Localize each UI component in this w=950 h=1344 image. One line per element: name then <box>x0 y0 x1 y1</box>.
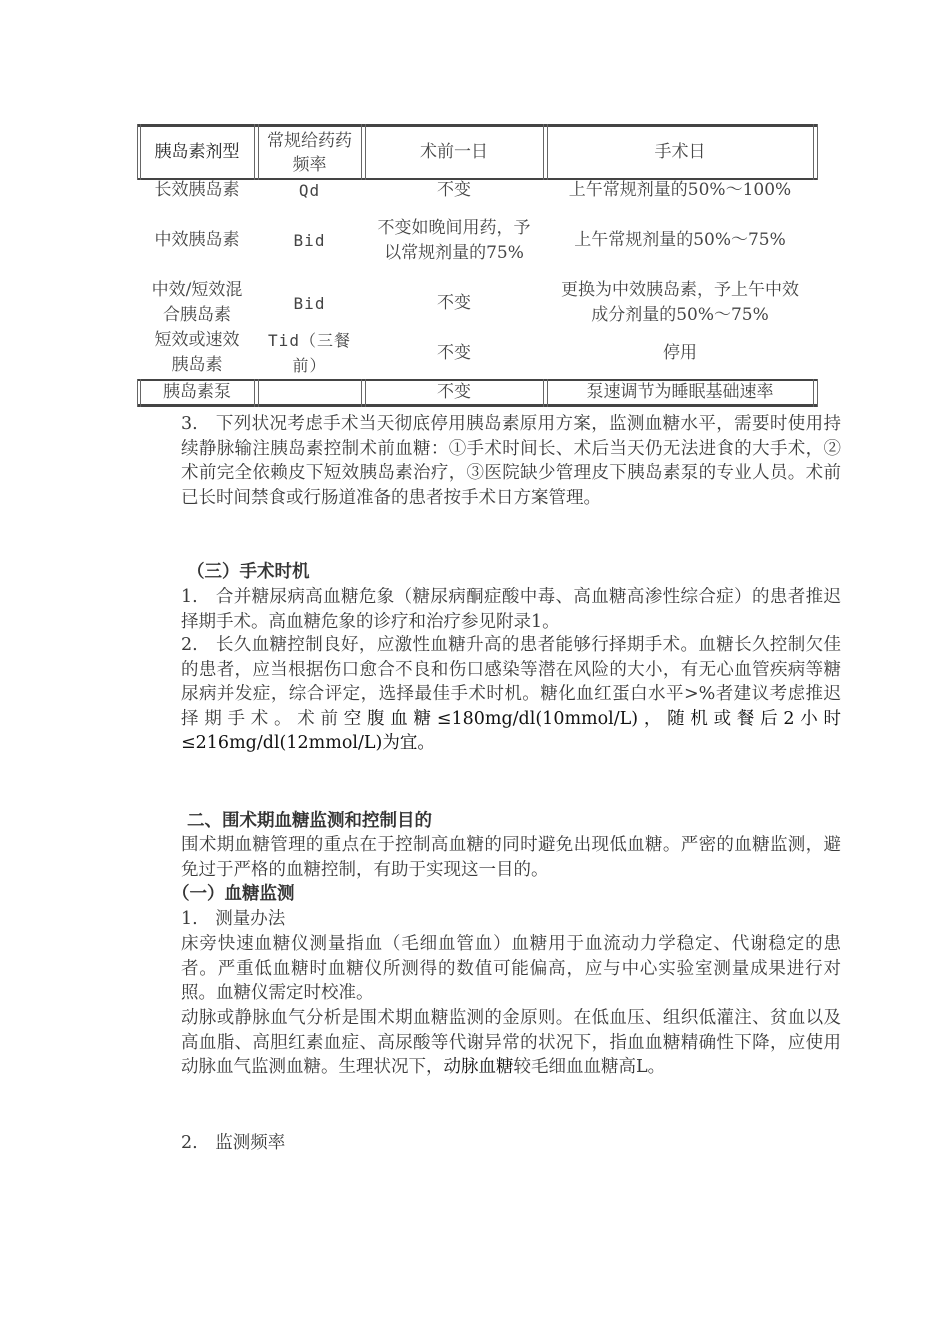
table-cell-preop: 不变 <box>437 342 471 363</box>
paragraph-bedside-meter: 床旁快速血糖仪测量指血（毛细血管血）血糖用于血流动力学稳定、代谢稳定的患者。严重低血糖时血糖仪所测得的数值可能偏高，应与中心实验室测量成果进行对照。血糖仪需定时校准。 <box>181 934 841 1003</box>
table-divider <box>361 124 362 180</box>
table-cell-surgery-day: 上午常规剂量的50%～100% <box>568 180 792 200</box>
table-divider <box>254 124 255 180</box>
header-preop-day: 术前一日 <box>420 142 488 162</box>
table-cell-preop: 不变 <box>437 180 471 200</box>
table-cell-surgery-day: 泵速调节为睡眠基础速率 <box>586 382 774 402</box>
table-divider <box>543 124 544 180</box>
table-divider <box>817 379 818 407</box>
table-divider <box>813 124 814 180</box>
heading-section-2: 二、围术期血糖监测和控制目的 <box>187 811 432 831</box>
table-cell-frequency: Tid（三餐前） <box>268 331 351 375</box>
table-divider <box>361 379 362 407</box>
table-cell-type: 胰岛素泵 <box>163 382 231 402</box>
insulin-adjustment-table <box>137 124 818 407</box>
header-insulin-type: 胰岛素剂型 <box>154 142 240 162</box>
heading-monitoring-frequency: 2. 监测频率 <box>181 1133 286 1153</box>
table-cell-frequency: Bid <box>293 231 326 250</box>
blood-gas-text: 动脉或静脉血气分析是围术期血糖监测的金原则。在低血压、组织低灌注、贫血以及高血脂、高胆红素血症、高尿酸等代谢异常的状况下，指血血糖精确性下降，应使用动脉血气监测血糖。生理状况下， <box>181 1008 841 1077</box>
table-cell-preop: 不变 <box>437 382 471 402</box>
arterial-glucose-term: 动脉血糖 <box>443 1057 514 1077</box>
timing-2-text: 2. 长久血糖控制良好，应激性血糖升高的患者能够行择期手术。血糖长久控制欠佳的患者，应当根据伤口愈合不良和伤口感染等潜在风险的大小，有无心血管疾病等糖尿病并发症，综合评定，选择最佳手术时机。糖化血红蛋白水平>%者建议考虑推迟择期手术。术前 <box>181 635 841 729</box>
table-cell-type: 短效或速效胰岛素 <box>154 330 240 375</box>
paragraph-blood-gas <box>145 1006 841 1080</box>
table-divider <box>137 379 138 407</box>
table-cell-surgery-day: 更换为中效胰岛素，予上午中效成分剂量的50%～75% <box>561 280 799 325</box>
blood-gas-tail: 较毛细血血糖高L。 <box>513 1057 666 1077</box>
paragraph-timing-2 <box>145 633 841 756</box>
table-cell-surgery-day: 上午常规剂量的50%～75% <box>574 230 786 250</box>
table-cell-preop: 不变 <box>437 292 471 313</box>
table-divider <box>817 124 818 180</box>
paragraph-stop-insulin: 3. 下列状况考虑手术当天彻底停用胰岛素原用方案，监测血糖水平，需要时使用持续静脉输注胰岛素控制术前血糖：①手术时间长、术后当天仍无法进食的大手术，②术前完全依赖皮下短效胰岛素治疗，③医院缺少管理皮下胰岛素泵的专业人员。术前已长时间禁食或行肠道准备的患者按手术日方案管理。 <box>181 414 841 508</box>
table-cell-frequency: Bid <box>293 293 326 313</box>
table-cell-surgery-day: 停用 <box>663 342 697 363</box>
paragraph-section-2-intro: 围术期血糖管理的重点在于控制高血糖的同时避免出现低血糖。严密的血糖监测，避免过于严格的血糖控制，有助于实现这一目的。 <box>181 835 841 880</box>
timing-2-targets: 血糖≤180mg/dl(10mmol/L)，随机或餐后2小时≤216mg/dl(12mmol/L)为宜。 <box>181 708 842 753</box>
table-cell-frequency <box>258 381 361 404</box>
header-frequency: 常规给药药频率 <box>267 130 352 175</box>
table-divider <box>137 124 138 180</box>
paragraph-timing-1: 1. 合并糖尿病高血糖危象（糖尿病酮症酸中毒、高血糖高渗性综合症）的患者推迟择期手术。高血糖危象的诊疗和治疗参见附录1。 <box>181 587 841 632</box>
heading-surgery-timing: （三）手术时机 <box>187 562 310 582</box>
heading-glucose-monitoring: （一）血糖监测 <box>172 884 295 904</box>
table-cell-type: 中效胰岛素 <box>154 230 240 250</box>
header-surgery-day: 手术日 <box>654 142 706 162</box>
table-cell-preop: 不变如晚间用药，予以常规剂量的75% <box>377 217 531 263</box>
table-divider <box>254 379 255 407</box>
table-divider <box>813 379 814 407</box>
fasting-term: 空腹 <box>343 708 391 729</box>
table-cell-type: 长效胰岛素 <box>154 180 240 200</box>
heading-measurement-method: 1. 测量办法 <box>181 909 286 929</box>
table-divider <box>543 379 544 407</box>
table-cell-type: 中效/短效混合胰岛素 <box>151 280 243 325</box>
table-cell-frequency: Qd <box>298 181 321 200</box>
